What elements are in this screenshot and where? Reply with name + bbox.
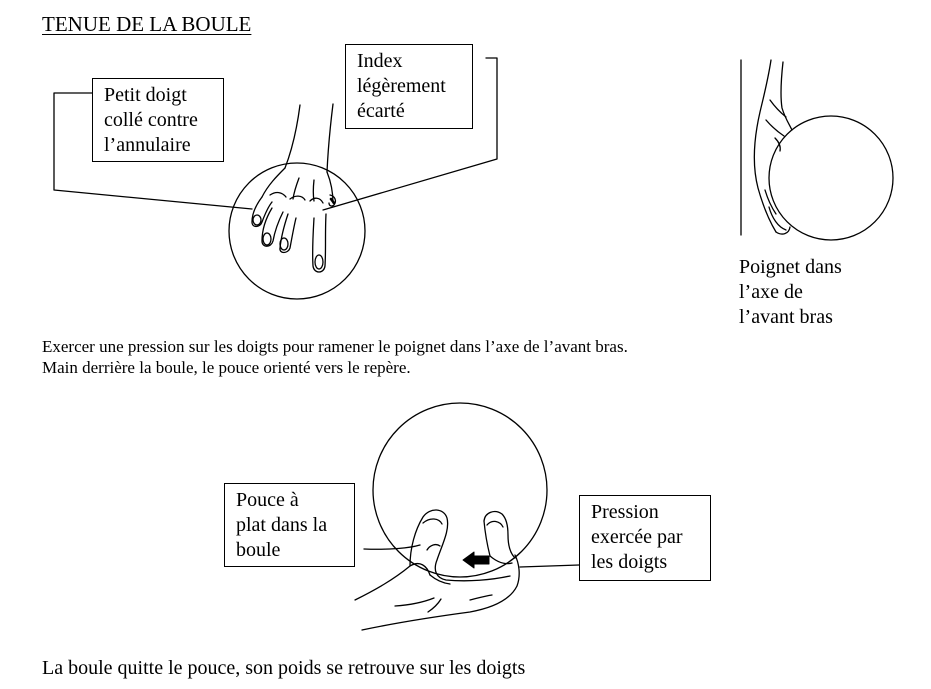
- label-petit-doigt-line-1: Petit doigt: [104, 84, 187, 106]
- label-index-line-3: écarté: [357, 100, 405, 122]
- label-poignet: [739, 255, 842, 330]
- label-poignet-line-3: l’avant bras: [739, 306, 833, 328]
- label-index-line-1: Index: [357, 50, 403, 72]
- label-pouce-line-2: plat dans la: [236, 514, 328, 536]
- ball-side-view: [769, 116, 893, 240]
- leader-line-pression: [520, 565, 579, 567]
- instruction-line-2: Main derrière la boule, le pouce orienté vers le repère.: [42, 358, 411, 377]
- label-index: [345, 44, 473, 129]
- ball-side-view-figure: [741, 60, 893, 240]
- ball-top-view-figure: [229, 104, 365, 299]
- ball-thumb-view: [373, 403, 547, 577]
- label-pression-line-1: Pression: [591, 501, 659, 523]
- label-petit-doigt-line-3: l’annulaire: [104, 134, 191, 156]
- label-pouce: [224, 483, 355, 567]
- label-pression: [579, 495, 711, 581]
- bottom-caption: La boule quitte le pouce, son poids se retrouve sur les doigts: [42, 657, 526, 679]
- instruction-line-1: Exercer une pression sur les doigts pour ramener le poignet dans l’axe de l’avant bras.: [42, 337, 628, 356]
- label-pouce-line-1: Pouce à: [236, 489, 299, 511]
- pressure-arrow-icon: [463, 552, 489, 568]
- instruction-paragraph: [42, 336, 628, 378]
- page-title: TENUE DE LA BOULE: [42, 12, 252, 36]
- label-index-line-2: légèrement: [357, 75, 446, 97]
- label-pression-line-3: les doigts: [591, 551, 668, 573]
- label-petit-doigt-line-2: collé contre: [104, 109, 198, 131]
- label-poignet-line-2: l’axe de: [739, 281, 803, 303]
- label-pression-line-2: exercée par: [591, 526, 683, 548]
- label-petit-doigt: [92, 78, 224, 162]
- label-poignet-line-1: Poignet dans: [739, 256, 842, 278]
- label-pouce-line-3: boule: [236, 539, 281, 561]
- ball-thumb-view-figure: [355, 403, 547, 630]
